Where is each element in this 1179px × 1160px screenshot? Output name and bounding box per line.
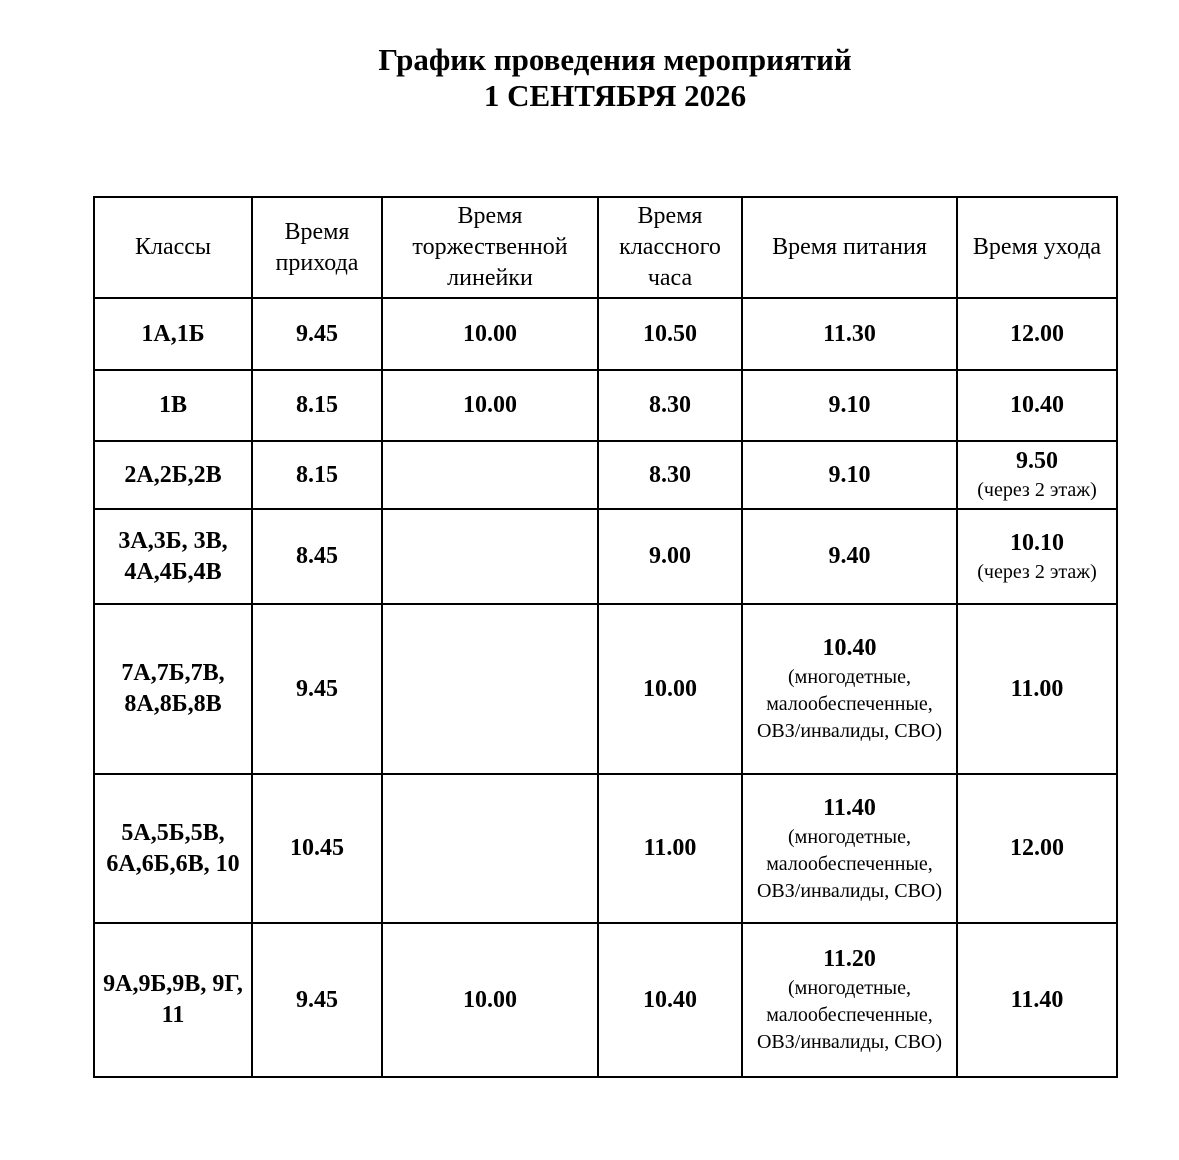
cell-departure <box>957 298 1117 370</box>
cell-ceremony <box>382 441 598 509</box>
cell-departure <box>957 370 1117 441</box>
meal-note: (многодетные, малообеспеченные, ОВЗ/инвалиды, СВО) <box>756 666 943 742</box>
cell-ceremony: 10.00 <box>382 370 598 441</box>
header-departure: Время ухода <box>957 197 1117 298</box>
document-title <box>0 42 1179 114</box>
table-row <box>94 441 1117 509</box>
cell-arrival: 8.15 <box>252 370 382 441</box>
meal-time: 11.20 <box>823 946 876 972</box>
title-line-1: График проведения мероприятий <box>378 42 852 77</box>
departure-time: 11.40 <box>1010 986 1064 1013</box>
cell-class-hour: 10.50 <box>598 298 742 370</box>
meal-time: 10.40 <box>822 635 877 661</box>
cell-departure <box>957 441 1117 509</box>
schedule-table <box>93 196 1118 1078</box>
header-arrival: Время прихода <box>252 197 382 298</box>
cell-ceremony: 10.00 <box>382 923 598 1077</box>
departure-time: 10.10 <box>1010 529 1064 556</box>
cell-meal <box>742 604 957 774</box>
cell-classes: 5А,5Б,5В, 6А,6Б,6В, 10 <box>94 774 252 923</box>
cell-class-hour: 11.00 <box>598 774 742 923</box>
cell-ceremony <box>382 774 598 923</box>
table-row <box>94 298 1117 370</box>
header-ceremony: Время торжественной линейки <box>382 197 598 298</box>
cell-classes: 3А,3Б, 3В, 4А,4Б,4В <box>94 509 252 604</box>
cell-class-hour: 8.30 <box>598 441 742 509</box>
departure-note: (через 2 этаж) <box>977 479 1097 501</box>
meal-time: 9.10 <box>828 461 871 488</box>
meal-time: 9.10 <box>828 392 871 418</box>
cell-departure <box>957 774 1117 923</box>
cell-arrival: 9.45 <box>252 604 382 774</box>
meal-time: 9.40 <box>828 543 871 569</box>
cell-classes: 7А,7Б,7В, 8А,8Б,8В <box>94 604 252 774</box>
cell-class-hour: 10.40 <box>598 923 742 1077</box>
cell-arrival: 9.45 <box>252 923 382 1077</box>
cell-arrival: 8.45 <box>252 509 382 604</box>
cell-departure <box>957 604 1117 774</box>
table-row <box>94 774 1117 923</box>
cell-meal <box>742 441 957 509</box>
cell-classes: 9А,9Б,9В, 9Г, 11 <box>94 923 252 1077</box>
cell-meal <box>742 774 957 923</box>
cell-departure <box>957 923 1117 1077</box>
cell-arrival: 10.45 <box>252 774 382 923</box>
cell-meal <box>742 509 957 604</box>
meal-time: 11.30 <box>823 320 876 347</box>
cell-class-hour: 10.00 <box>598 604 742 774</box>
departure-time: 12.00 <box>1010 320 1064 347</box>
cell-arrival: 9.45 <box>252 298 382 370</box>
table-row <box>94 509 1117 604</box>
cell-class-hour: 8.30 <box>598 370 742 441</box>
departure-time: 11.00 <box>1010 675 1064 702</box>
meal-time: 11.40 <box>823 794 876 821</box>
cell-meal <box>742 923 957 1077</box>
departure-time: 9.50 <box>1016 448 1058 474</box>
header-meal: Время питания <box>742 197 957 298</box>
cell-ceremony <box>382 604 598 774</box>
table-row <box>94 923 1117 1077</box>
departure-note: (через 2 этаж) <box>977 560 1097 583</box>
header-class-hour: Время классного часа <box>598 197 742 298</box>
departure-time: 12.00 <box>1010 835 1064 861</box>
departure-time: 10.40 <box>1010 392 1064 418</box>
cell-classes: 2А,2Б,2В <box>94 441 252 509</box>
table-row <box>94 370 1117 441</box>
cell-ceremony: 10.00 <box>382 298 598 370</box>
cell-arrival: 8.15 <box>252 441 382 509</box>
cell-classes: 1В <box>94 370 252 441</box>
title-line-2: 1 СЕНТЯБРЯ 2026 <box>483 78 747 113</box>
header-row <box>94 197 1117 298</box>
cell-meal <box>742 370 957 441</box>
meal-note: (многодетные, малообеспеченные, ОВЗ/инвалиды, СВО) <box>756 977 943 1053</box>
cell-departure <box>957 509 1117 604</box>
meal-note: (многодетные, малообеспеченные, ОВЗ/инвалиды, СВО) <box>756 825 943 902</box>
cell-classes: 1А,1Б <box>94 298 252 370</box>
cell-meal <box>742 298 957 370</box>
table-row <box>94 604 1117 774</box>
cell-class-hour: 9.00 <box>598 509 742 604</box>
header-classes: Классы <box>94 197 252 298</box>
cell-ceremony <box>382 509 598 604</box>
